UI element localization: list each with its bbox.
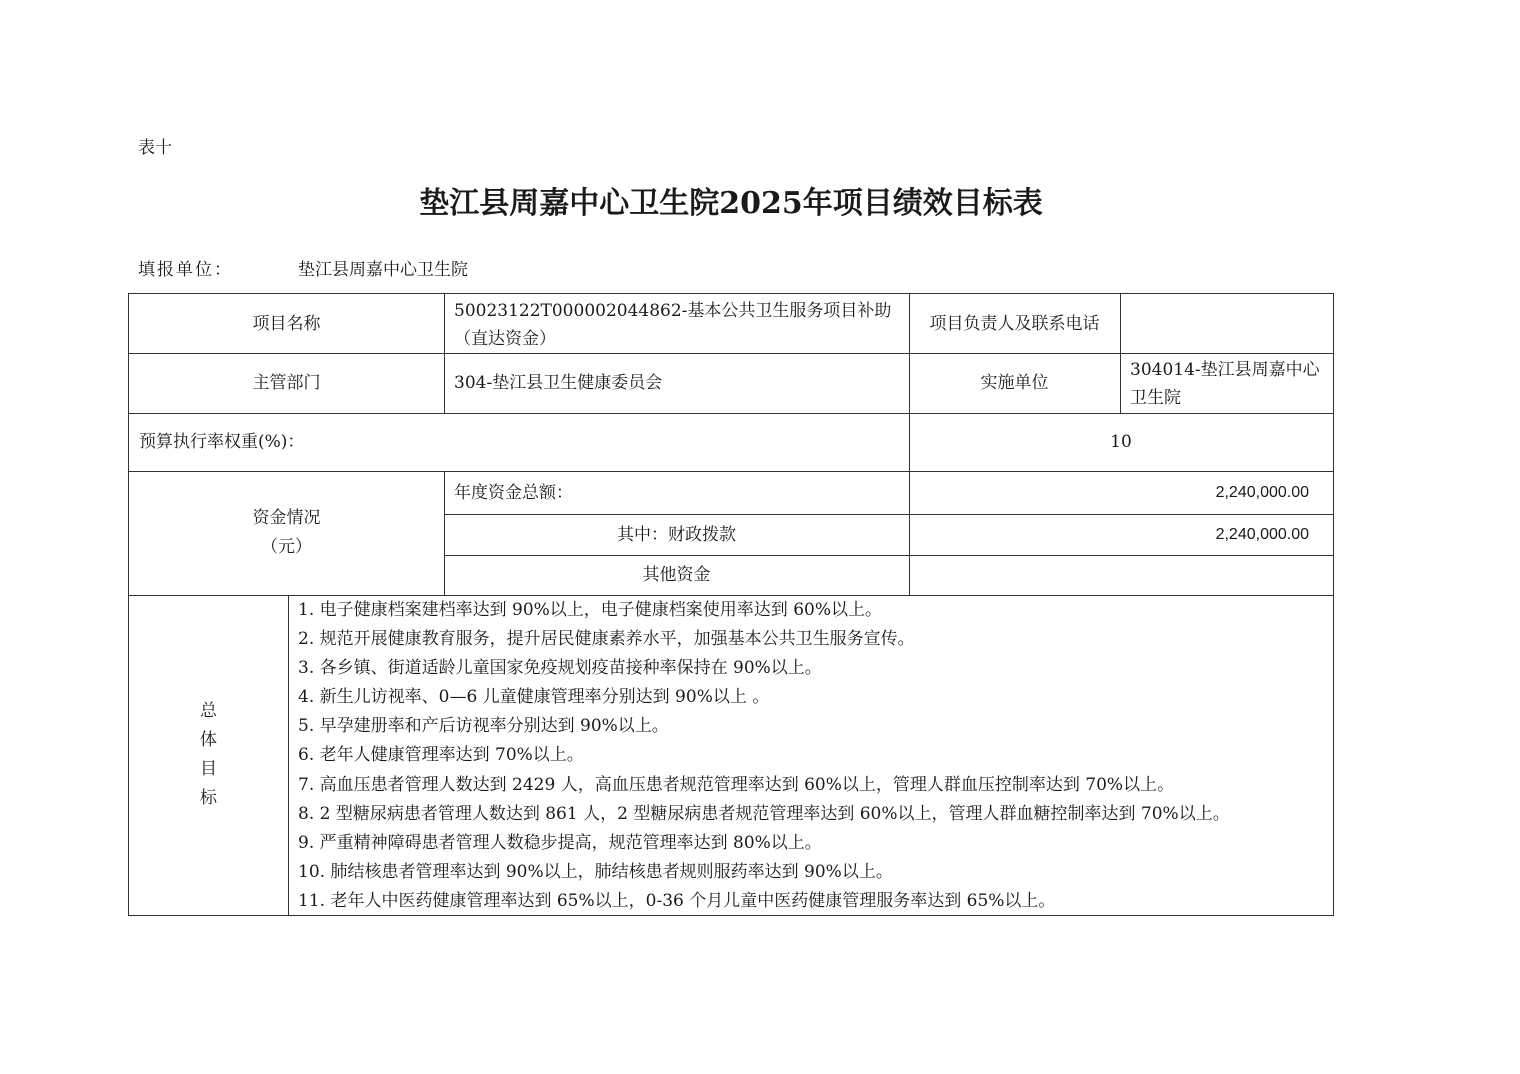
performance-target-table <box>128 293 1334 916</box>
goal-item: 1. 电子健康档案建档率达到 90%以上，电子健康档案使用率达到 60%以上。 <box>298 600 883 620</box>
dept-value: 304-垫江县卫生健康委员会 <box>454 373 663 393</box>
goal-item: 6. 老年人健康管理率达到 70%以上。 <box>298 745 584 766</box>
goal-label-char: 标 <box>200 788 217 808</box>
annual-total-value: 2,240,000.00 <box>1215 483 1309 501</box>
goal-item: 8. 2 型糖尿病患者管理人数达到 861 人，2 型糖尿病患者规范管理率达到 60%以上，管理人群血糖控制率达到 70%以上。 <box>298 803 1230 824</box>
overall-goal-list <box>288 595 1333 915</box>
goal-item: 3. 各乡镇、街道适龄儿童国家免疫规划疫苗接种率保持在 90%以上。 <box>298 658 822 679</box>
goal-label-char: 目 <box>200 759 217 779</box>
goal-item: 5. 早孕建册率和产后访视率分别达到 90%以上。 <box>298 716 669 737</box>
goal-item: 4. 新生儿访视率、0—6 儿童健康管理率分别达到 90%以上 。 <box>298 687 770 708</box>
fiscal-allocation-value: 2,240,000.00 <box>1215 525 1309 543</box>
other-funds-label: 其他资金 <box>642 565 711 585</box>
page-title: 垫江县周嘉中心卫生院2025年项目绩效目标表 <box>419 186 1043 221</box>
fill-unit-label: 填报单位： <box>138 260 233 280</box>
fill-unit-value: 垫江县周嘉中心卫生院 <box>298 260 468 280</box>
project-leader-value <box>1120 294 1333 353</box>
budget-weight-value: 10 <box>1110 432 1132 452</box>
goal-label-char: 体 <box>200 730 217 750</box>
project-leader-label: 项目负责人及联系电话 <box>929 313 1100 334</box>
impl-unit-value: 304014-垫江县周嘉中心卫生院 <box>1130 360 1320 408</box>
annual-total-label: 年度资金总额： <box>454 482 573 503</box>
budget-weight-label: 预算执行率权重(%)： <box>139 432 305 452</box>
project-name-value: 50023122T000002044862-基本公共卫生服务项目补助（直达资金） <box>454 301 892 349</box>
funds-label-line2: （元） <box>261 537 312 557</box>
impl-unit-label: 实施单位 <box>980 373 1049 393</box>
goal-item: 9. 严重精神障碍患者管理人数稳步提高，规范管理率达到 80%以上。 <box>298 832 822 853</box>
goal-item: 10. 肺结核患者管理率达到 90%以上，肺结核患者规则服药率达到 90%以上。 <box>298 861 893 882</box>
funds-label <box>129 471 444 595</box>
goal-label-char: 总 <box>200 701 217 721</box>
goal-item: 11. 老年人中医药健康管理率达到 65%以上，0-36 个月儿童中医药健康管理服务率达到 65%以上。 <box>298 890 1056 911</box>
goal-item: 7. 高血压患者管理人数达到 2429 人，高血压患者规范管理率达到 60%以上，管理人群血压控制率达到 70%以上。 <box>298 774 1175 795</box>
table-number: 表十 <box>138 138 172 158</box>
funds-label-line1: 资金情况 <box>252 508 321 528</box>
dept-label: 主管部门 <box>252 373 321 393</box>
overall-goal-label <box>129 595 288 915</box>
project-name-label: 项目名称 <box>252 313 321 334</box>
goal-item: 2. 规范开展健康教育服务，提升居民健康素养水平，加强基本公共卫生服务宣传。 <box>298 629 915 650</box>
other-funds-value <box>909 555 1333 595</box>
fiscal-allocation-label: 其中：财政拨款 <box>617 524 736 545</box>
